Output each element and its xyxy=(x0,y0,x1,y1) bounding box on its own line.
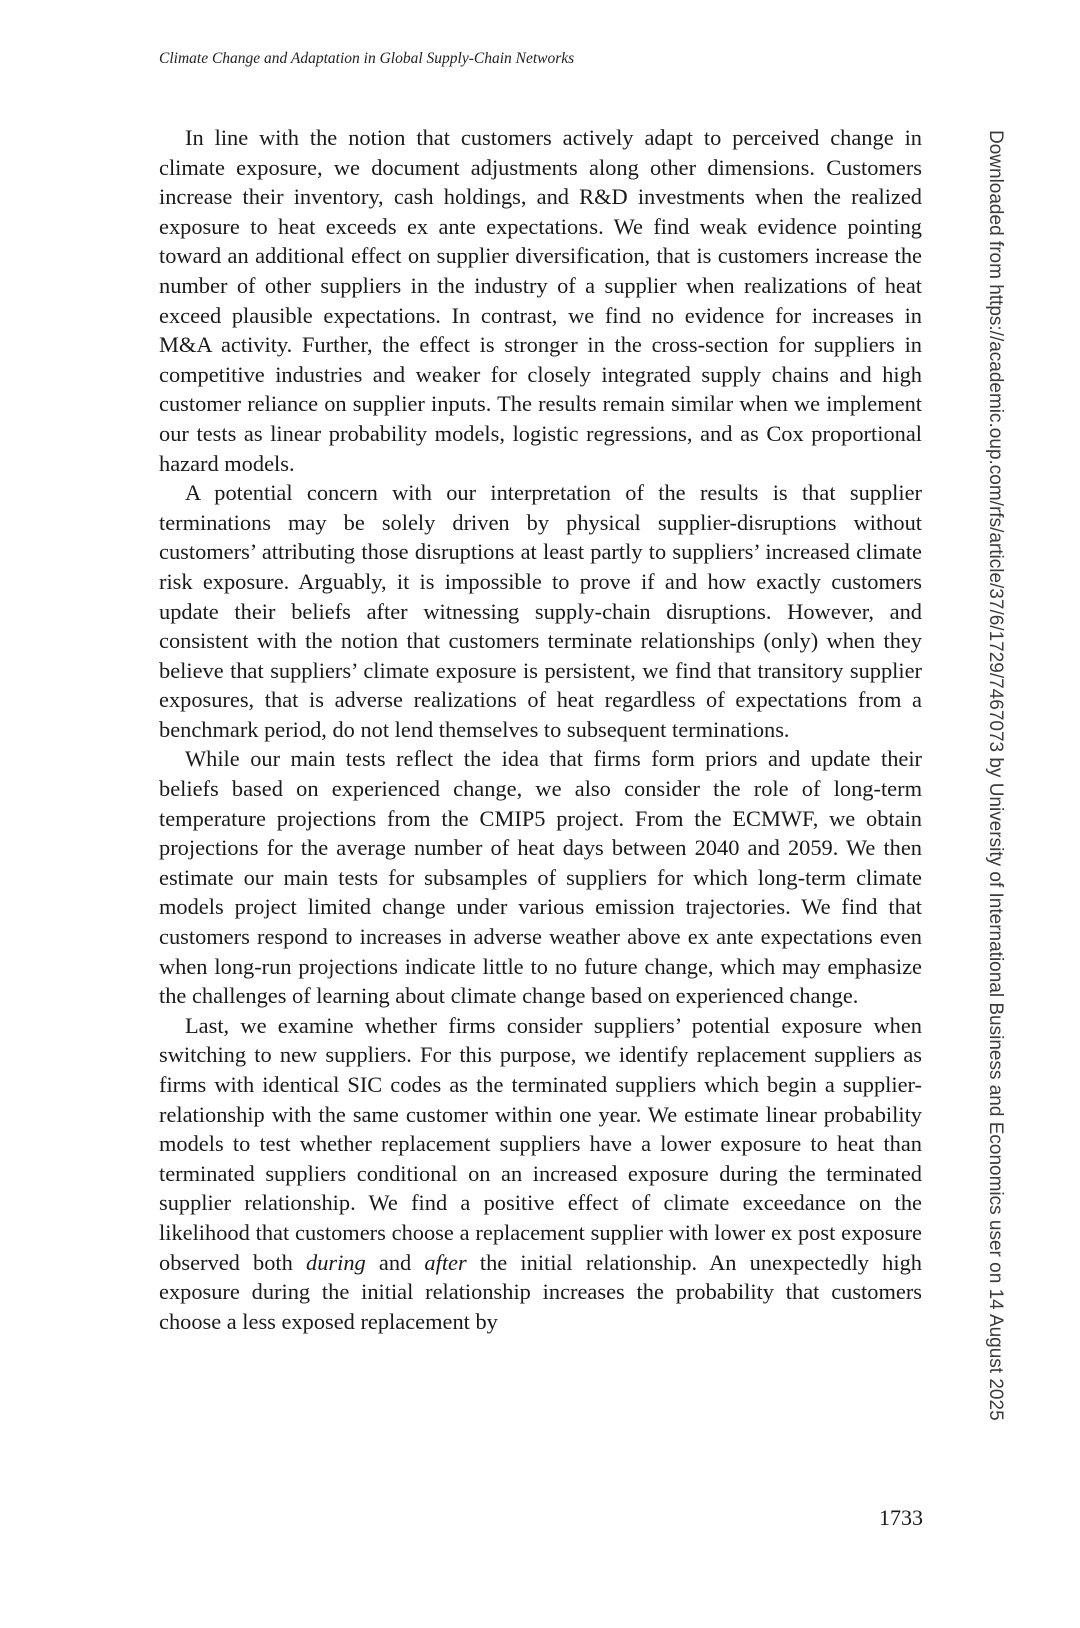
paragraph-1: In line with the notion that customers actively adapt to perceived change in climate exposure, we document adjustments along other dimensions. Customers increase their inventory, cash holdings, and R&D investments when the realized exposure to heat exceeds ex ante expectations. We find weak evidence pointing toward an additional effect on supplier diversification, that is customers increase the number of other suppliers in the industry of a supplier when realizations of heat exceed plausible expectations. In contrast, we find no evidence for increases in M&A activity. Further, the effect is stronger in the cross-section for suppliers in competitive industries and weaker for closely integrated supply chains and high customer reliance on supplier inputs. The results remain similar when we implement our tests as linear probability models, logistic regressions, and as Cox proportional hazard models. xyxy=(159,125,922,476)
paragraph-4 xyxy=(159,1011,922,1337)
emphasis-during: during xyxy=(306,1249,366,1275)
paragraph-4-part-3: the initial relationship. An unexpectedly high exposure during the initial relationship increases the probability that customers choose a less exposed replacement by xyxy=(159,1249,922,1334)
emphasis-after: after xyxy=(424,1249,467,1275)
paragraph-3: While our main tests reflect the idea that firms form priors and update their beliefs based on experienced change, we also consider the role of long-term temperature projections from the CMIP5 project. From the ECMWF, we obtain projections for the average number of heat days between 2040 and 2059. We then estimate our main tests for subsamples of suppliers for which long-term climate models project limited change under various emission trajectories. We find that customers respond to increases in adverse weather above ex ante expectations even when long-run projections indicate little to no future change, which may emphasize the challenges of learning about climate change based on experienced change. xyxy=(159,746,922,1009)
page-number: 1733 xyxy=(879,1505,923,1530)
paragraph-2: A potential concern with our interpretation of the results is that supplier terminations may be solely driven by physical supplier-disruptions without customers’ attributing those disruptions at least partly to suppliers’ increased climate risk exposure. Arguably, it is impossible to prove if and how exactly customers update their beliefs after witnessing supply-chain disruptions. However, and consistent with the notion that customers terminate relationships (only) when they believe that suppliers’ climate exposure is persistent, we find that transitory supplier exposures, that is adverse realizations of heat regardless of expectations from a benchmark period, do not lend themselves to subsequent terminations. xyxy=(159,480,922,742)
paragraph-4-part-2: and xyxy=(365,1249,425,1275)
download-notice: Downloaded from https://academic.oup.com/rfs/article/37/6/1729/7467073 by University of International Business and Economics user on 14 August 2025 xyxy=(985,130,1006,1421)
paragraph-4-part-1: Last, we examine whether firms consider suppliers’ potential exposure when switching to new suppliers. For this purpose, we identify replacement suppliers as firms with identical SIC codes as the terminated suppliers which begin a supplier-relationship with the same customer within one year. We estimate linear probability models to test whether replacement suppliers have a lower exposure to heat than terminated suppliers conditional on an increased exposure during the terminated supplier relationship. We find a positive effect of climate exceedance on the likelihood that customers choose a replacement supplier with lower ex post exposure observed both xyxy=(159,1012,922,1275)
body-text xyxy=(159,123,922,1336)
running-head: Climate Change and Adaptation in Global Supply-Chain Networks xyxy=(159,50,575,67)
